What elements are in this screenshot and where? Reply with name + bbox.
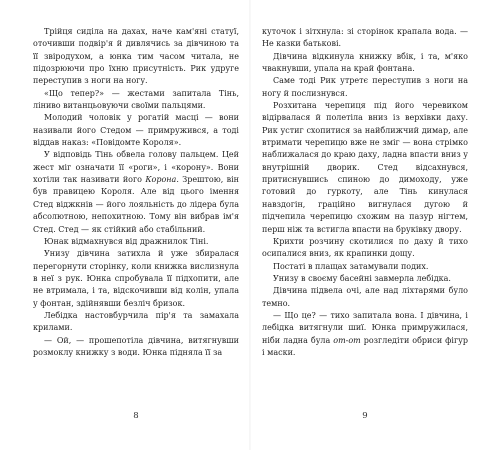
paragraph: Постаті в плащах затамували подих. xyxy=(273,261,429,271)
paragraph: — Ой, — прошепотіла дівчина, витягнувши розмоклу книжку з води. Юнка підняла її за xyxy=(33,335,239,357)
paragraph: Крихти розчину скотилися по даху й тихо осипалися вниз, як крапинки дощу. xyxy=(262,236,468,259)
paragraph: У відповідь Тінь обвела голову пальцем. Цей жест міг означати її «роги», і «корону». Вони хотіли так називати його Корона. Зрештою, він був правицею Короля. Але від цього імення Стед віджкнів — його лояльність до лідера була абсолютною, непохитною. Тому він вибрав ім'я Стед. Стед — як стійкий або стабільний. xyxy=(33,150,239,234)
right-page xyxy=(262,26,468,396)
paragraph: Трійця сиділа на дахах, наче кам'яні статуї, оточивши подвір'я й дивлячись за дівчиною та її звіродухом, а юнка тим часом читала, не підозрюючи про їхню присутність. Рик удруге переступив з ноги на ногу. xyxy=(33,27,239,86)
paragraph: — Що це? — тихо запитала вона. І дівчина, і лебідка витягнули шиї. Юнка примружилася, ніби ладна була от-от розгледіти обриси фігур і маски. xyxy=(262,310,468,357)
paragraph: Дівчина відкинула книжку вбік, і та, м'яко чвакнувши, упала на край фонтана. xyxy=(262,51,468,74)
paragraph: Унизу в своєму басейні завмерла лебідка. xyxy=(273,273,451,283)
paragraph: Дівчина підвела очі, але над ліхтарями було темно. xyxy=(262,286,468,308)
page-number-right: 9 xyxy=(362,411,368,421)
left-page xyxy=(33,26,239,396)
paragraph: Лебідка настовбурчила пір'я та замахала крилами. xyxy=(33,310,239,333)
book-gutter xyxy=(249,0,251,450)
page-number-left: 8 xyxy=(133,411,139,421)
paragraph: «Що тепер?» — жестами запитала Тінь, лінивo витанцьовуючи своїми пальцями. xyxy=(33,88,239,111)
paragraph: Юнак відмахнувся від дражнилок Тіні. xyxy=(44,236,209,246)
paragraph: Саме тоді Рик утретє переступив з ноги на ногу й послизнувся. xyxy=(262,76,468,98)
paragraph: Розхитана черепиця під його черевиком відірвалася й полетіла вниз із верхівки даху. Рик устиг схопитися за найближчий димар, але втримати черепицю вже не зміг — вона стрімко наближалася до краю даху, ладна впасти вниз у внутрішній дворик. Стед відсахнувся, притиснувшись спиною до димоходу, уже готовий до гуркоту, але Тінь кинулася навздогін, граційно вигнулася дугою й підчепила черепицю схожим на пазур нігтем, перш ніж та встигла впасти на бруківку двору. xyxy=(262,101,468,234)
paragraph: Молодий чоловік у рогатій масці — вони називали його Стедом — примружився, а тоді віддав наказ: «Повідомте Короля». xyxy=(33,113,239,148)
paragraph: Унизу дівчина затихла й уже збиралася перегорнути сторінку, коли книжка вислизнула в неї з рук. Юнка спробувала її підхопити, але не втримала, і та, відскочивши від колін, упала у фонтан, здійнявши безліч бризок. xyxy=(33,249,239,308)
paragraph: куточок і зітхнула: зі сторінок крапала вода. — Не казки батькові. xyxy=(262,27,468,49)
